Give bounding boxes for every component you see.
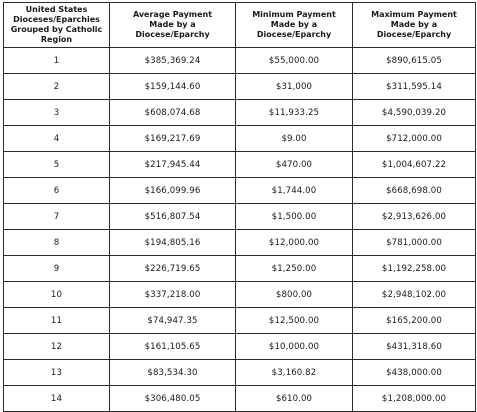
region-cell: 7 [4, 204, 110, 230]
maximum-cell: $438,000.00 [353, 360, 476, 386]
minimum-cell: $800.00 [236, 282, 353, 308]
table-row [4, 100, 476, 126]
minimum-cell: $10,000.00 [236, 334, 353, 360]
maximum-cell: $431,318.60 [353, 334, 476, 360]
maximum-cell: $1,192,258.00 [353, 256, 476, 282]
minimum-cell: $12,500.00 [236, 308, 353, 334]
maximum-cell: $712,000.00 [353, 126, 476, 152]
maximum-cell: $165,200.00 [353, 308, 476, 334]
average-cell: $161,105.65 [110, 334, 236, 360]
table-row [4, 282, 476, 308]
table-row [4, 386, 476, 412]
table-row [4, 152, 476, 178]
average-cell: $608,074.68 [110, 100, 236, 126]
table-row [4, 178, 476, 204]
region-cell: 11 [4, 308, 110, 334]
minimum-cell: $610.00 [236, 386, 353, 412]
region-cell: 9 [4, 256, 110, 282]
minimum-cell: $31,000 [236, 74, 353, 100]
average-cell: $385,369.24 [110, 48, 236, 74]
maximum-cell: $890,615.05 [353, 48, 476, 74]
minimum-cell: $11,933.25 [236, 100, 353, 126]
table-row [4, 308, 476, 334]
region-cell: 6 [4, 178, 110, 204]
average-cell: $516,807.54 [110, 204, 236, 230]
payments-table [3, 2, 476, 412]
average-cell: $337,218.00 [110, 282, 236, 308]
region-cell: 2 [4, 74, 110, 100]
table-row [4, 126, 476, 152]
table-row [4, 360, 476, 386]
table-row [4, 256, 476, 282]
maximum-cell: $1,208,000.00 [353, 386, 476, 412]
region-cell: 5 [4, 152, 110, 178]
average-cell: $166,099.96 [110, 178, 236, 204]
header-region: United States Dioceses/Eparchies Grouped by Catholic Region [4, 3, 110, 48]
region-cell: 3 [4, 100, 110, 126]
maximum-cell: $2,948,102.00 [353, 282, 476, 308]
maximum-cell: $4,590,039.20 [353, 100, 476, 126]
minimum-cell: $1,250.00 [236, 256, 353, 282]
table-row [4, 48, 476, 74]
table-row [4, 74, 476, 100]
maximum-cell: $668,698.00 [353, 178, 476, 204]
minimum-cell: $1,500.00 [236, 204, 353, 230]
header-row [4, 3, 476, 48]
header-average-payment: Average Payment Made by a Diocese/Eparchy [110, 3, 236, 48]
region-cell: 8 [4, 230, 110, 256]
average-cell: $194,805.16 [110, 230, 236, 256]
average-cell: $217,945.44 [110, 152, 236, 178]
average-cell: $169,217.69 [110, 126, 236, 152]
region-cell: 1 [4, 48, 110, 74]
table-row [4, 230, 476, 256]
region-cell: 4 [4, 126, 110, 152]
minimum-cell: $55,000.00 [236, 48, 353, 74]
region-cell: 12 [4, 334, 110, 360]
region-cell: 14 [4, 386, 110, 412]
minimum-cell: $3,160.82 [236, 360, 353, 386]
average-cell: $226,719.65 [110, 256, 236, 282]
maximum-cell: $781,000.00 [353, 230, 476, 256]
average-cell: $306,480.05 [110, 386, 236, 412]
table-row [4, 204, 476, 230]
table-row [4, 334, 476, 360]
maximum-cell: $1,004,607.22 [353, 152, 476, 178]
average-cell: $159,144.60 [110, 74, 236, 100]
header-maximum-payment: Maximum Payment Made by a Diocese/Eparchy [353, 3, 476, 48]
header-minimum-payment: Minimum Payment Made by a Diocese/Eparchy [236, 3, 353, 48]
minimum-cell: $9.00 [236, 126, 353, 152]
maximum-cell: $2,913,626.00 [353, 204, 476, 230]
minimum-cell: $12,000.00 [236, 230, 353, 256]
average-cell: $74,947.35 [110, 308, 236, 334]
minimum-cell: $470.00 [236, 152, 353, 178]
maximum-cell: $311,595.14 [353, 74, 476, 100]
average-cell: $83,534.30 [110, 360, 236, 386]
minimum-cell: $1,744.00 [236, 178, 353, 204]
region-cell: 13 [4, 360, 110, 386]
region-cell: 10 [4, 282, 110, 308]
